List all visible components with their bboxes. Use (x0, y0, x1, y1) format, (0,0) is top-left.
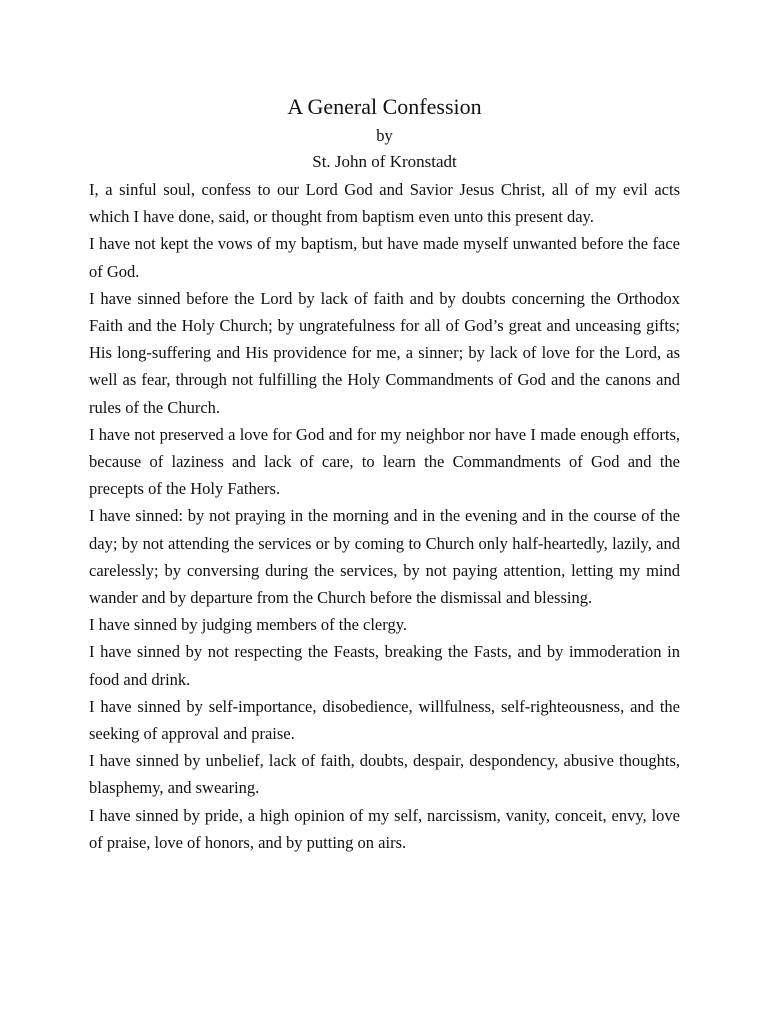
paragraph: I have sinned by self-importance, disobedience, willfulness, self-righteousness, and the seeking of approval and praise. (89, 696, 680, 744)
document-page (89, 92, 680, 856)
paragraph: I, a sinful soul, confess to our Lord God and Savior Jesus Christ, all of my evil acts which I have done, said, or thought from baptism even unto this present day. (89, 180, 680, 227)
paragraph: I have sinned: by not praying in the morning and in the evening and in the course of the day; by not attending the services or by coming to Church only half-heartedly, lazily, and carelessly; by conversing during the services, by not paying attention, letting my mind wander and by departure from the Church before the dismissal and blessing. (89, 506, 680, 608)
document-title: A General Confession (287, 94, 482, 119)
paragraph: I have sinned by judging members of the clergy. (89, 615, 408, 635)
confession-body (89, 176, 680, 856)
paragraph: I have sinned by unbelief, lack of faith, doubts, despair, despondency, abusive thoughts, blasphemy, and swearing. (89, 751, 680, 798)
paragraph: I have sinned before the Lord by lack of faith and by doubts concerning the Orthodox Faith and the Holy Church; by ungratefulness for all of God’s great and unceasing gifts; His long-suffering and His providence for me, a sinner; by lack of love for the Lord, as well as fear, through not fulfilling the Holy Commandments of God and the canons and rules of the Church. (89, 288, 680, 417)
paragraph: I have not preserved a love for God and for my neighbor nor have I made enough efforts, because of laziness and lack of care, to learn the Commandments of God and the precepts of the Holy Fathers. (89, 424, 680, 499)
paragraph: I have sinned by not respecting the Feasts, breaking the Fasts, and by immoderation in food and drink. (89, 642, 680, 689)
paragraph: I have not kept the vows of my baptism, but have made myself unwanted before the face of God. (89, 234, 680, 281)
paragraph: I have sinned by pride, a high opinion of my self, narcissism, vanity, conceit, envy, love of praise, love of honors, and by putting on airs. (89, 805, 680, 852)
byline: by (376, 126, 393, 145)
author-name: St. John of Kronstadt (312, 152, 457, 171)
